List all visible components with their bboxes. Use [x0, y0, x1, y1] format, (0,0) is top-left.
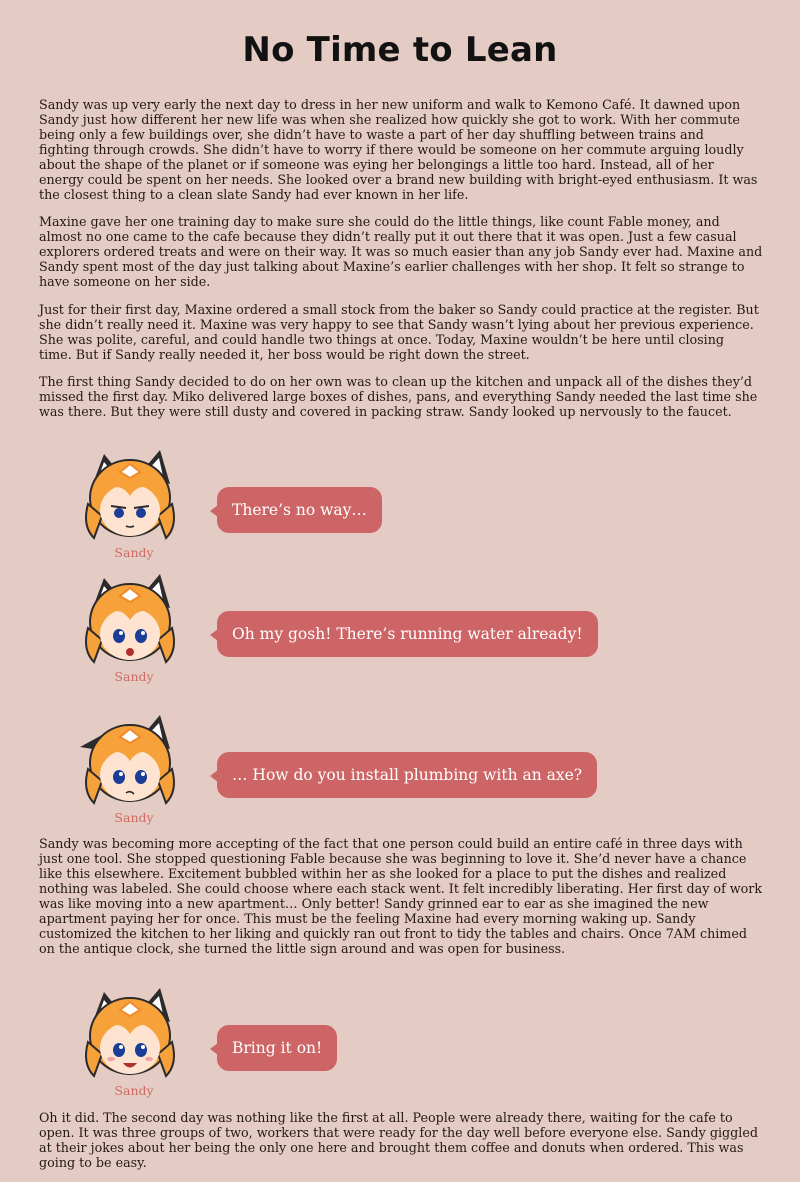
- page-title: No Time to Lean: [242, 30, 558, 70]
- sandy-avatar-excited-icon: [78, 572, 182, 668]
- paragraph-1: Sandy was up very early the next day to dress in her new uniform and walk to Kemono Café. It dawned upon Sandy just how different her new life was when she realized how quickly she got to work. With her commute being only a few buildings over, she didn’t have to waste a part of her day shuffling between trains and fighting through crowds. She didn’t have to worry if there would be someone on her commute arguing loudly about the shape of the planet or if someone was eying her belongings a little too hard. Instead, all of her energy could be spent on her needs. She looked over a brand new building with bright-eyed enthusiasm. It was the closest thing to a clean slate Sandy had ever known in her life.: [39, 97, 758, 202]
- speech-bubble: Oh my gosh! There’s running water already!: [217, 611, 598, 657]
- speech-bubble: Bring it on!: [217, 1025, 337, 1071]
- paragraph-2: Maxine gave her one training day to make sure she could do the little things, like count Fable money, and almost no one came to the cafe because they didn’t really put it out there that it was open. Just a few casual explorers ordered treats and were on their way. It was so much easier than any job Sandy ever had. Maxine and Sandy spent most of the day just talking about Maxine’s earlier challenges with her shop. It felt so strange to have someone on her side.: [39, 214, 763, 289]
- speaker-name: Sandy: [114, 669, 154, 684]
- paragraph-5: Sandy was becoming more accepting of the fact that one person could build an entire café in three days with just one tool. She stopped questioning Fable because she was beginning to love it. She’d never have a chance like this elsewhere. Excitement bubbled within her as she looked for a place to put the dishes and realized nothing was labeled. She could choose where each stack went. It felt incredibly liberating. Her first day of work was like moving into a new apartment… Only better! Sandy grinned ear to ear as she imagined the new apartment paying her for once. This must be the feeling Maxine had every morning waking up. Sandy customized the kitchen to her liking and quickly ran out front to tidy the tables and chairs. Once 7AM chimed on the antique clock, she turned the little sign around and was open for business.: [39, 836, 763, 956]
- speaker-name: Sandy: [114, 545, 154, 560]
- paragraph-6: Oh it did. The second day was nothing like the first at all. People were already there, waiting for the cafe to open. It was three groups of two, workers that were ready for the day well before everyone else. Sandy giggled at their jokes about her being the only one here and brought them coffee and donuts when ordered. This was going to be easy.: [39, 1110, 758, 1170]
- dialogue-2: [0, 572, 800, 684]
- dialogue-3: [0, 713, 800, 825]
- paragraph-3: Just for their first day, Maxine ordered a small stock from the baker so Sandy could practice at the register. But she didn’t really need it. Maxine was very happy to see that Sandy wasn’t lying about her previous experience. She was polite, careful, and could handle two things at once. Today, Maxine wouldn’t be here until closing time. But if Sandy really needed it, her boss would be right down the street.: [39, 302, 759, 362]
- speech-bubble: … How do you install plumbing with an axe?: [217, 752, 597, 798]
- speaker-name: Sandy: [114, 810, 154, 825]
- speaker-name: Sandy: [114, 1083, 154, 1098]
- paragraph-4: The first thing Sandy decided to do on her own was to clean up the kitchen and unpack all of the dishes they’d missed the first day. Miko delivered large boxes of dishes, pans, and everything Sandy needed the last time she was there. But they were still dusty and covered in packing straw. Sandy looked up nervously to the faucet.: [39, 374, 758, 419]
- dialogue-4: [0, 986, 800, 1098]
- sandy-avatar-confused-icon: [78, 713, 182, 809]
- sandy-avatar-skeptical-icon: [78, 448, 182, 544]
- dialogue-1: [0, 448, 800, 560]
- sandy-avatar-happy-icon: [78, 986, 182, 1082]
- speech-bubble: There’s no way…: [217, 487, 382, 533]
